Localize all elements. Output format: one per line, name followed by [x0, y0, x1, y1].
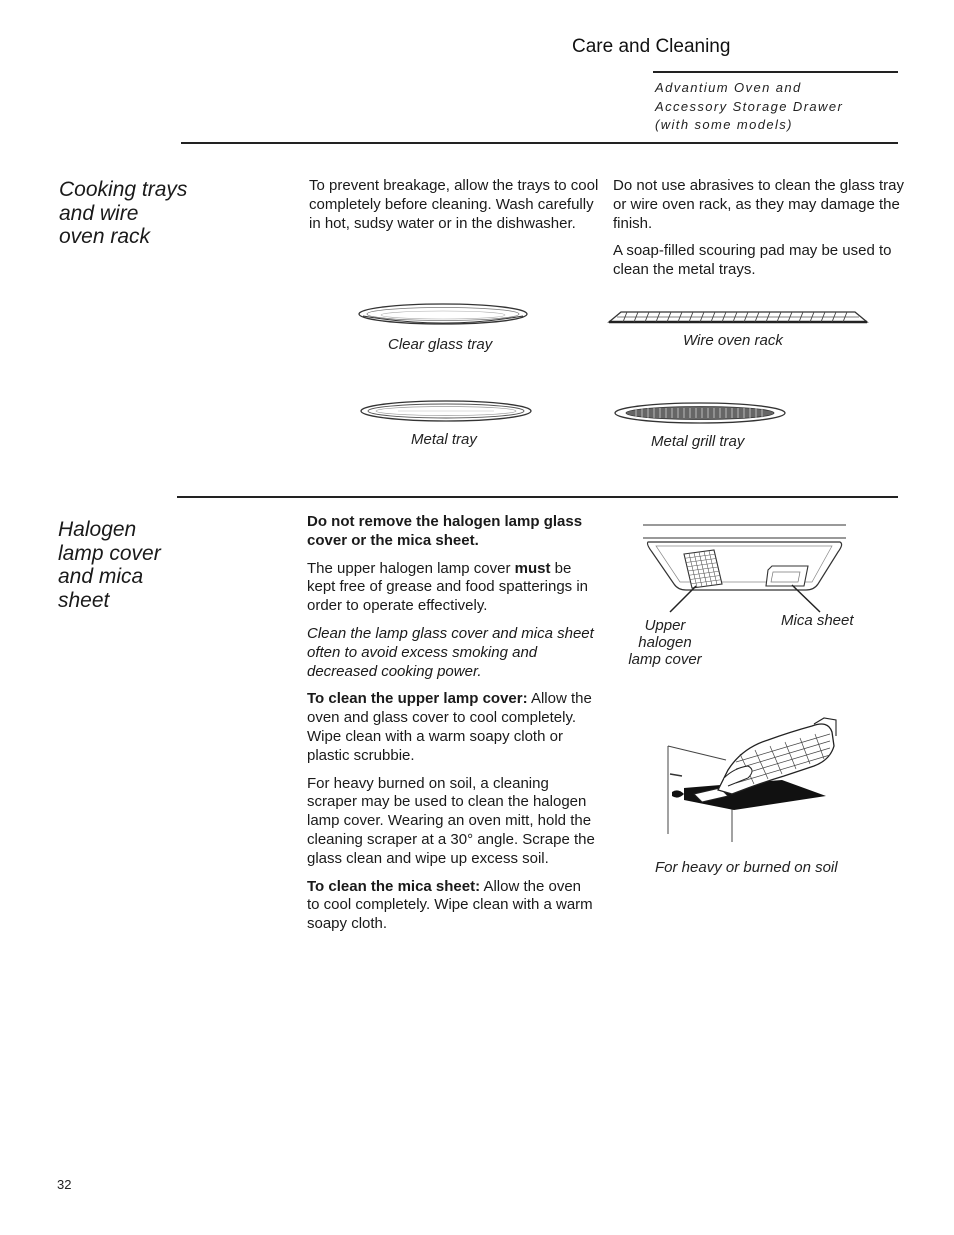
halogen-title-line-4: sheet — [58, 588, 110, 612]
trays-col2-paragraph-1: Do not use abrasives to clean the glass tray or wire oven rack, as they may damage the finish. — [613, 177, 904, 232]
section-divider-middle — [177, 496, 898, 498]
section-divider-top — [181, 142, 898, 144]
clear-glass-tray-illustration — [355, 300, 531, 330]
halogen-paragraph-3 — [307, 690, 595, 765]
halogen-paragraph-1 — [307, 560, 595, 616]
upper-lamp-caption-line-3: lamp cover — [628, 651, 702, 668]
heavy-soil-caption: For heavy or burned on soil — [655, 859, 838, 876]
trays-section-title — [59, 178, 187, 249]
halogen-p3-text: Allow the oven and glass cover to cool completely. Wipe clean with a warm soapy cloth or plastic scrubbie. — [307, 690, 592, 764]
header-subtitle-line-1: Advantium Oven and — [655, 80, 802, 95]
trays-col2 — [613, 177, 905, 289]
halogen-warning: Do not remove the halogen lamp glass cover or the mica sheet. — [307, 513, 583, 549]
halogen-p5-heading: To clean the mica sheet: — [307, 877, 481, 895]
upper-lamp-caption-line-1: Upper — [644, 617, 686, 634]
halogen-p3-heading: To clean the upper lamp cover: — [307, 690, 528, 708]
halogen-p1-emphasis: must — [514, 559, 551, 577]
trays-col2-paragraph-2: A soap-filled scouring pad may be used to clean the metal trays. — [613, 242, 892, 279]
metal-grill-tray-illustration — [612, 401, 788, 427]
wire-oven-rack-illustration — [605, 306, 871, 330]
wire-oven-rack-caption: Wire oven rack — [683, 332, 783, 349]
header-rule — [653, 71, 898, 73]
header-subtitle-line-3: (with some models) — [655, 117, 793, 132]
halogen-paragraph-4: For heavy burned on soil, a cleaning scraper may be used to clean the halogen lamp cover. Wearing an oven mitt, hold the cleaning scraper at a 30° angle. Scrape the glass clean and wipe up excess soil. — [307, 774, 595, 867]
page-number: 32 — [57, 1177, 72, 1192]
trays-col1-text: To prevent breakage, allow the trays to cool completely before cleaning. Wash carefully in hot, sudsy water or in the dishwasher. — [309, 177, 599, 232]
halogen-title-line-3: and mica — [58, 565, 144, 588]
halogen-p1-text-end: be kept free of grease and food spatterings in order to operate effectively. — [307, 559, 589, 615]
upper-halogen-lamp-cover-caption — [620, 617, 710, 668]
trays-title-line-1: Cooking trays — [59, 178, 188, 201]
header-subtitle-line-2: Accessory Storage Drawer — [655, 98, 844, 114]
metal-tray-illustration — [358, 398, 534, 426]
halogen-paragraph-2: Clean the lamp glass cover and mica sheet often to avoid excess smoking and decreased cooking power. — [307, 624, 594, 680]
halogen-title-line-2: lamp cover — [58, 541, 161, 565]
scraper-oven-mitt-illustration — [664, 716, 844, 844]
upper-lamp-caption-line-2: halogen — [638, 634, 692, 651]
halogen-title-line-1: Halogen — [58, 518, 137, 541]
page-header-title: Care and Cleaning — [572, 36, 731, 57]
header-subtitle — [655, 79, 905, 135]
metal-tray-caption: Metal tray — [411, 431, 477, 448]
trays-title-line-3: oven rack — [59, 225, 151, 248]
metal-grill-tray-caption: Metal grill tray — [651, 433, 745, 450]
halogen-body — [307, 513, 595, 943]
halogen-p1-text: The upper halogen lamp cover — [307, 559, 515, 577]
halogen-section-title — [58, 518, 161, 612]
halogen-p5-text: Allow the oven to cool completely. Wipe clean with a warm soapy cloth. — [307, 877, 593, 933]
mica-sheet-caption: Mica sheet — [781, 612, 854, 629]
halogen-paragraph-5 — [307, 878, 595, 934]
clear-glass-tray-caption: Clear glass tray — [388, 336, 493, 353]
trays-title-line-2: and wire — [59, 201, 139, 225]
oven-ceiling-illustration — [640, 522, 852, 614]
